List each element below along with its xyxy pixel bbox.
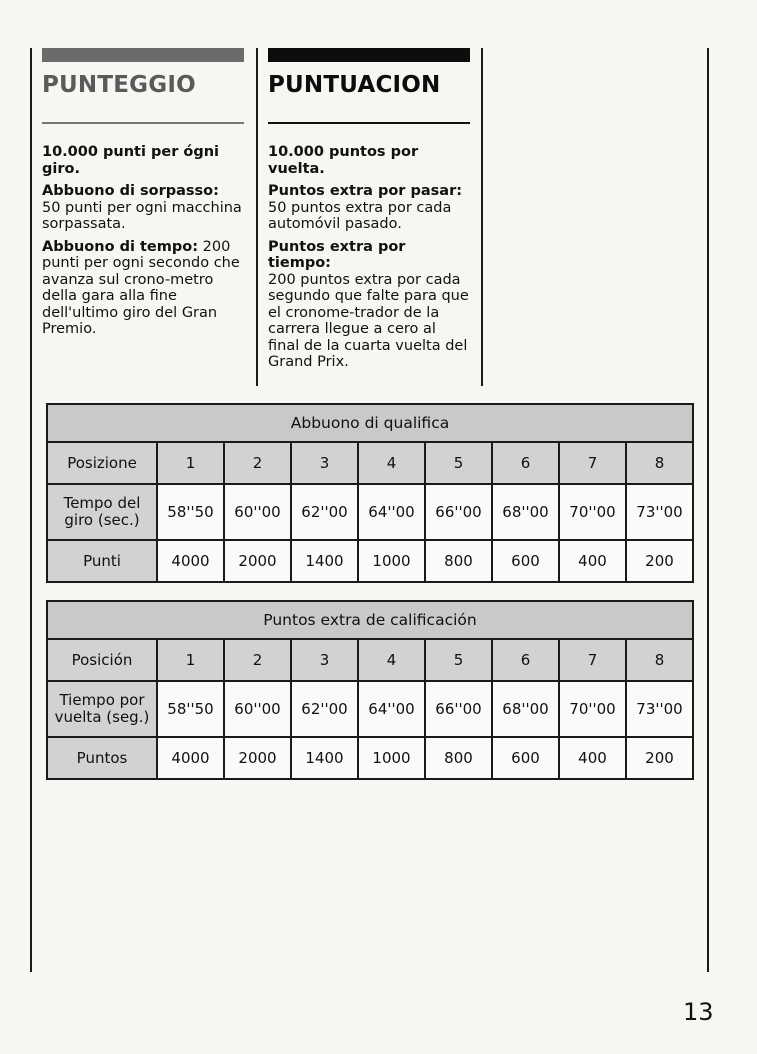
time-cell: 60''00	[224, 484, 291, 540]
position-cell: 5	[425, 442, 492, 484]
points-cell: 400	[559, 540, 626, 582]
spanish-body	[268, 144, 470, 371]
overtake-bonus-text: 50 punti per ogni macchina sorpassata.	[42, 199, 242, 232]
position-cell: 3	[291, 639, 358, 681]
spanish-heading: PUNTUACION	[268, 72, 441, 98]
time-cell: 60''00	[224, 681, 291, 737]
time-cell: 70''00	[559, 681, 626, 737]
time-cell: 73''00	[626, 681, 693, 737]
time-cell: 68''00	[492, 681, 559, 737]
spanish-lap-points: 10.000 puntos por vuelta.	[268, 144, 419, 177]
time-cell: 68''00	[492, 484, 559, 540]
points-cell: 400	[559, 737, 626, 779]
position-cell: 5	[425, 639, 492, 681]
row-header-time: Tiempo por vuelta (seg.)	[47, 681, 157, 737]
italian-time-bonus	[42, 239, 244, 338]
table-title: Puntos extra de calificación	[47, 601, 693, 639]
time-bonus-label: Puntos extra por tiempo:	[268, 238, 406, 271]
position-cell: 7	[559, 639, 626, 681]
points-cell: 800	[425, 737, 492, 779]
row-header-position: Posición	[47, 639, 157, 681]
position-cell: 4	[358, 442, 425, 484]
points-cell: 4000	[157, 540, 224, 582]
table-row	[47, 484, 693, 540]
row-header-position: Posizione	[47, 442, 157, 484]
position-cell: 2	[224, 639, 291, 681]
time-cell: 62''00	[291, 484, 358, 540]
time-cell: 58''50	[157, 484, 224, 540]
position-cell: 6	[492, 639, 559, 681]
spanish-overtake-bonus	[268, 183, 470, 233]
heading-bar	[268, 48, 470, 62]
column-right-rule	[481, 48, 483, 386]
table-row	[47, 442, 693, 484]
italian-lap-points: 10.000 punti per ógni giro.	[42, 144, 220, 177]
right-margin-rule	[707, 48, 709, 972]
table-row	[47, 681, 693, 737]
time-bonus-text: 200 punti per ogni secondo che avanza sul crono-metro della gara alla fine dell'ultimo giro del Gran Premio.	[42, 238, 240, 337]
position-cell: 8	[626, 639, 693, 681]
page-number: 13	[683, 998, 714, 1026]
spanish-time-bonus	[268, 239, 470, 371]
row-header-points: Punti	[47, 540, 157, 582]
left-margin-rule	[30, 48, 32, 972]
points-cell: 2000	[224, 540, 291, 582]
row-header-points: Puntos	[47, 737, 157, 779]
points-cell: 200	[626, 540, 693, 582]
position-cell: 7	[559, 442, 626, 484]
points-cell: 600	[492, 540, 559, 582]
italian-column	[42, 48, 244, 344]
position-cell: 2	[224, 442, 291, 484]
italian-body	[42, 144, 244, 338]
spanish-qualification-table	[46, 600, 694, 780]
column-divider-rule	[256, 48, 258, 386]
italian-qualification-table	[46, 403, 694, 583]
overtake-bonus-text: 50 puntos extra por cada automóvil pasado.	[268, 199, 452, 232]
points-cell: 2000	[224, 737, 291, 779]
points-cell: 200	[626, 737, 693, 779]
table-row	[47, 737, 693, 779]
spanish-column	[268, 48, 470, 377]
position-cell: 6	[492, 442, 559, 484]
position-cell: 8	[626, 442, 693, 484]
points-cell: 4000	[157, 737, 224, 779]
time-cell: 66''00	[425, 484, 492, 540]
points-cell: 600	[492, 737, 559, 779]
position-cell: 1	[157, 639, 224, 681]
points-cell: 800	[425, 540, 492, 582]
table-title: Abbuono di qualifica	[47, 404, 693, 442]
time-cell: 62''00	[291, 681, 358, 737]
time-cell: 66''00	[425, 681, 492, 737]
position-cell: 1	[157, 442, 224, 484]
time-bonus-text: 200 puntos extra por cada segundo que falte para que el cronome-trador de la carrera llegue a cero al final de la cuarta vuelta del Grand Prix.	[268, 271, 469, 370]
time-cell: 58''50	[157, 681, 224, 737]
italian-overtake-bonus	[42, 183, 244, 233]
row-header-time: Tempo del giro (sec.)	[47, 484, 157, 540]
overtake-bonus-label: Abbuono di sorpasso:	[42, 183, 219, 199]
time-cell: 64''00	[358, 681, 425, 737]
overtake-bonus-label: Puntos extra por pasar:	[268, 183, 463, 199]
table-row	[47, 540, 693, 582]
table-row	[47, 639, 693, 681]
position-cell: 3	[291, 442, 358, 484]
position-cell: 4	[358, 639, 425, 681]
time-cell: 64''00	[358, 484, 425, 540]
time-cell: 70''00	[559, 484, 626, 540]
time-bonus-label: Abbuono di tempo:	[42, 238, 199, 255]
italian-heading: PUNTEGGIO	[42, 72, 196, 98]
heading-underline	[268, 122, 470, 124]
points-cell: 1000	[358, 540, 425, 582]
points-cell: 1400	[291, 737, 358, 779]
points-cell: 1400	[291, 540, 358, 582]
heading-underline	[42, 122, 244, 124]
heading-bar	[42, 48, 244, 62]
time-cell: 73''00	[626, 484, 693, 540]
points-cell: 1000	[358, 737, 425, 779]
